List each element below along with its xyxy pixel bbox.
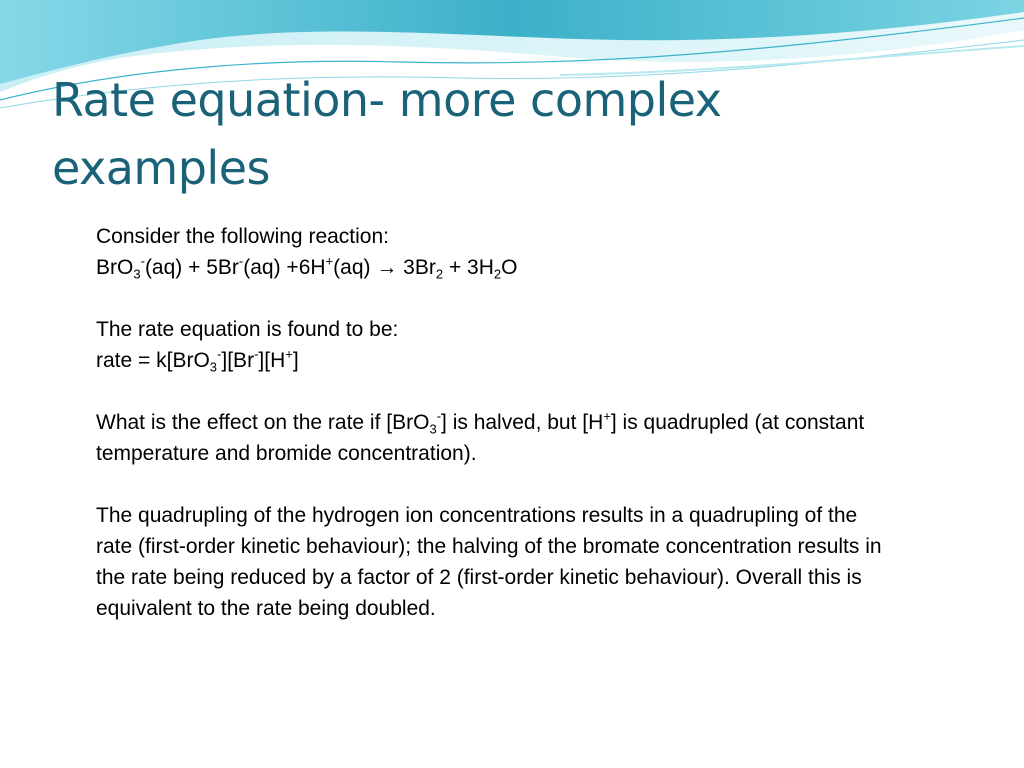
- slide-body: [96, 221, 896, 624]
- rate-equation-intro: The rate equation is found to be:: [96, 318, 399, 341]
- slide-title: Rate equation- more complex examples: [52, 73, 722, 195]
- answer-paragraph: The quadrupling of the hydrogen ion concentrations results in a quadrupling of the rate (first-order kinetic behaviour); the halving of the bromate concentration results in the rate being reduced by a factor of 2 (first-order kinetic behaviour). Overall this is equivalent to the rate being doubled.: [96, 504, 882, 620]
- reaction-equation: $BrO_3^-(aq) + 5Br^-(aq) +6H^+(aq) \to 3Br_2 + 3H_2O$: [96, 253, 518, 282]
- intro-line: Consider the following reaction:: [96, 225, 389, 248]
- reaction-arrow-icon: →: [376, 256, 398, 279]
- question-paragraph: What is the effect on the rate if [BrO$_3$-] is halved, but [H+] is quadrupled (at constant temperature and bromide concentration).: [96, 408, 865, 465]
- rate-equation: rate = k[BrO$_3$-][Br-][H+]: [96, 346, 299, 375]
